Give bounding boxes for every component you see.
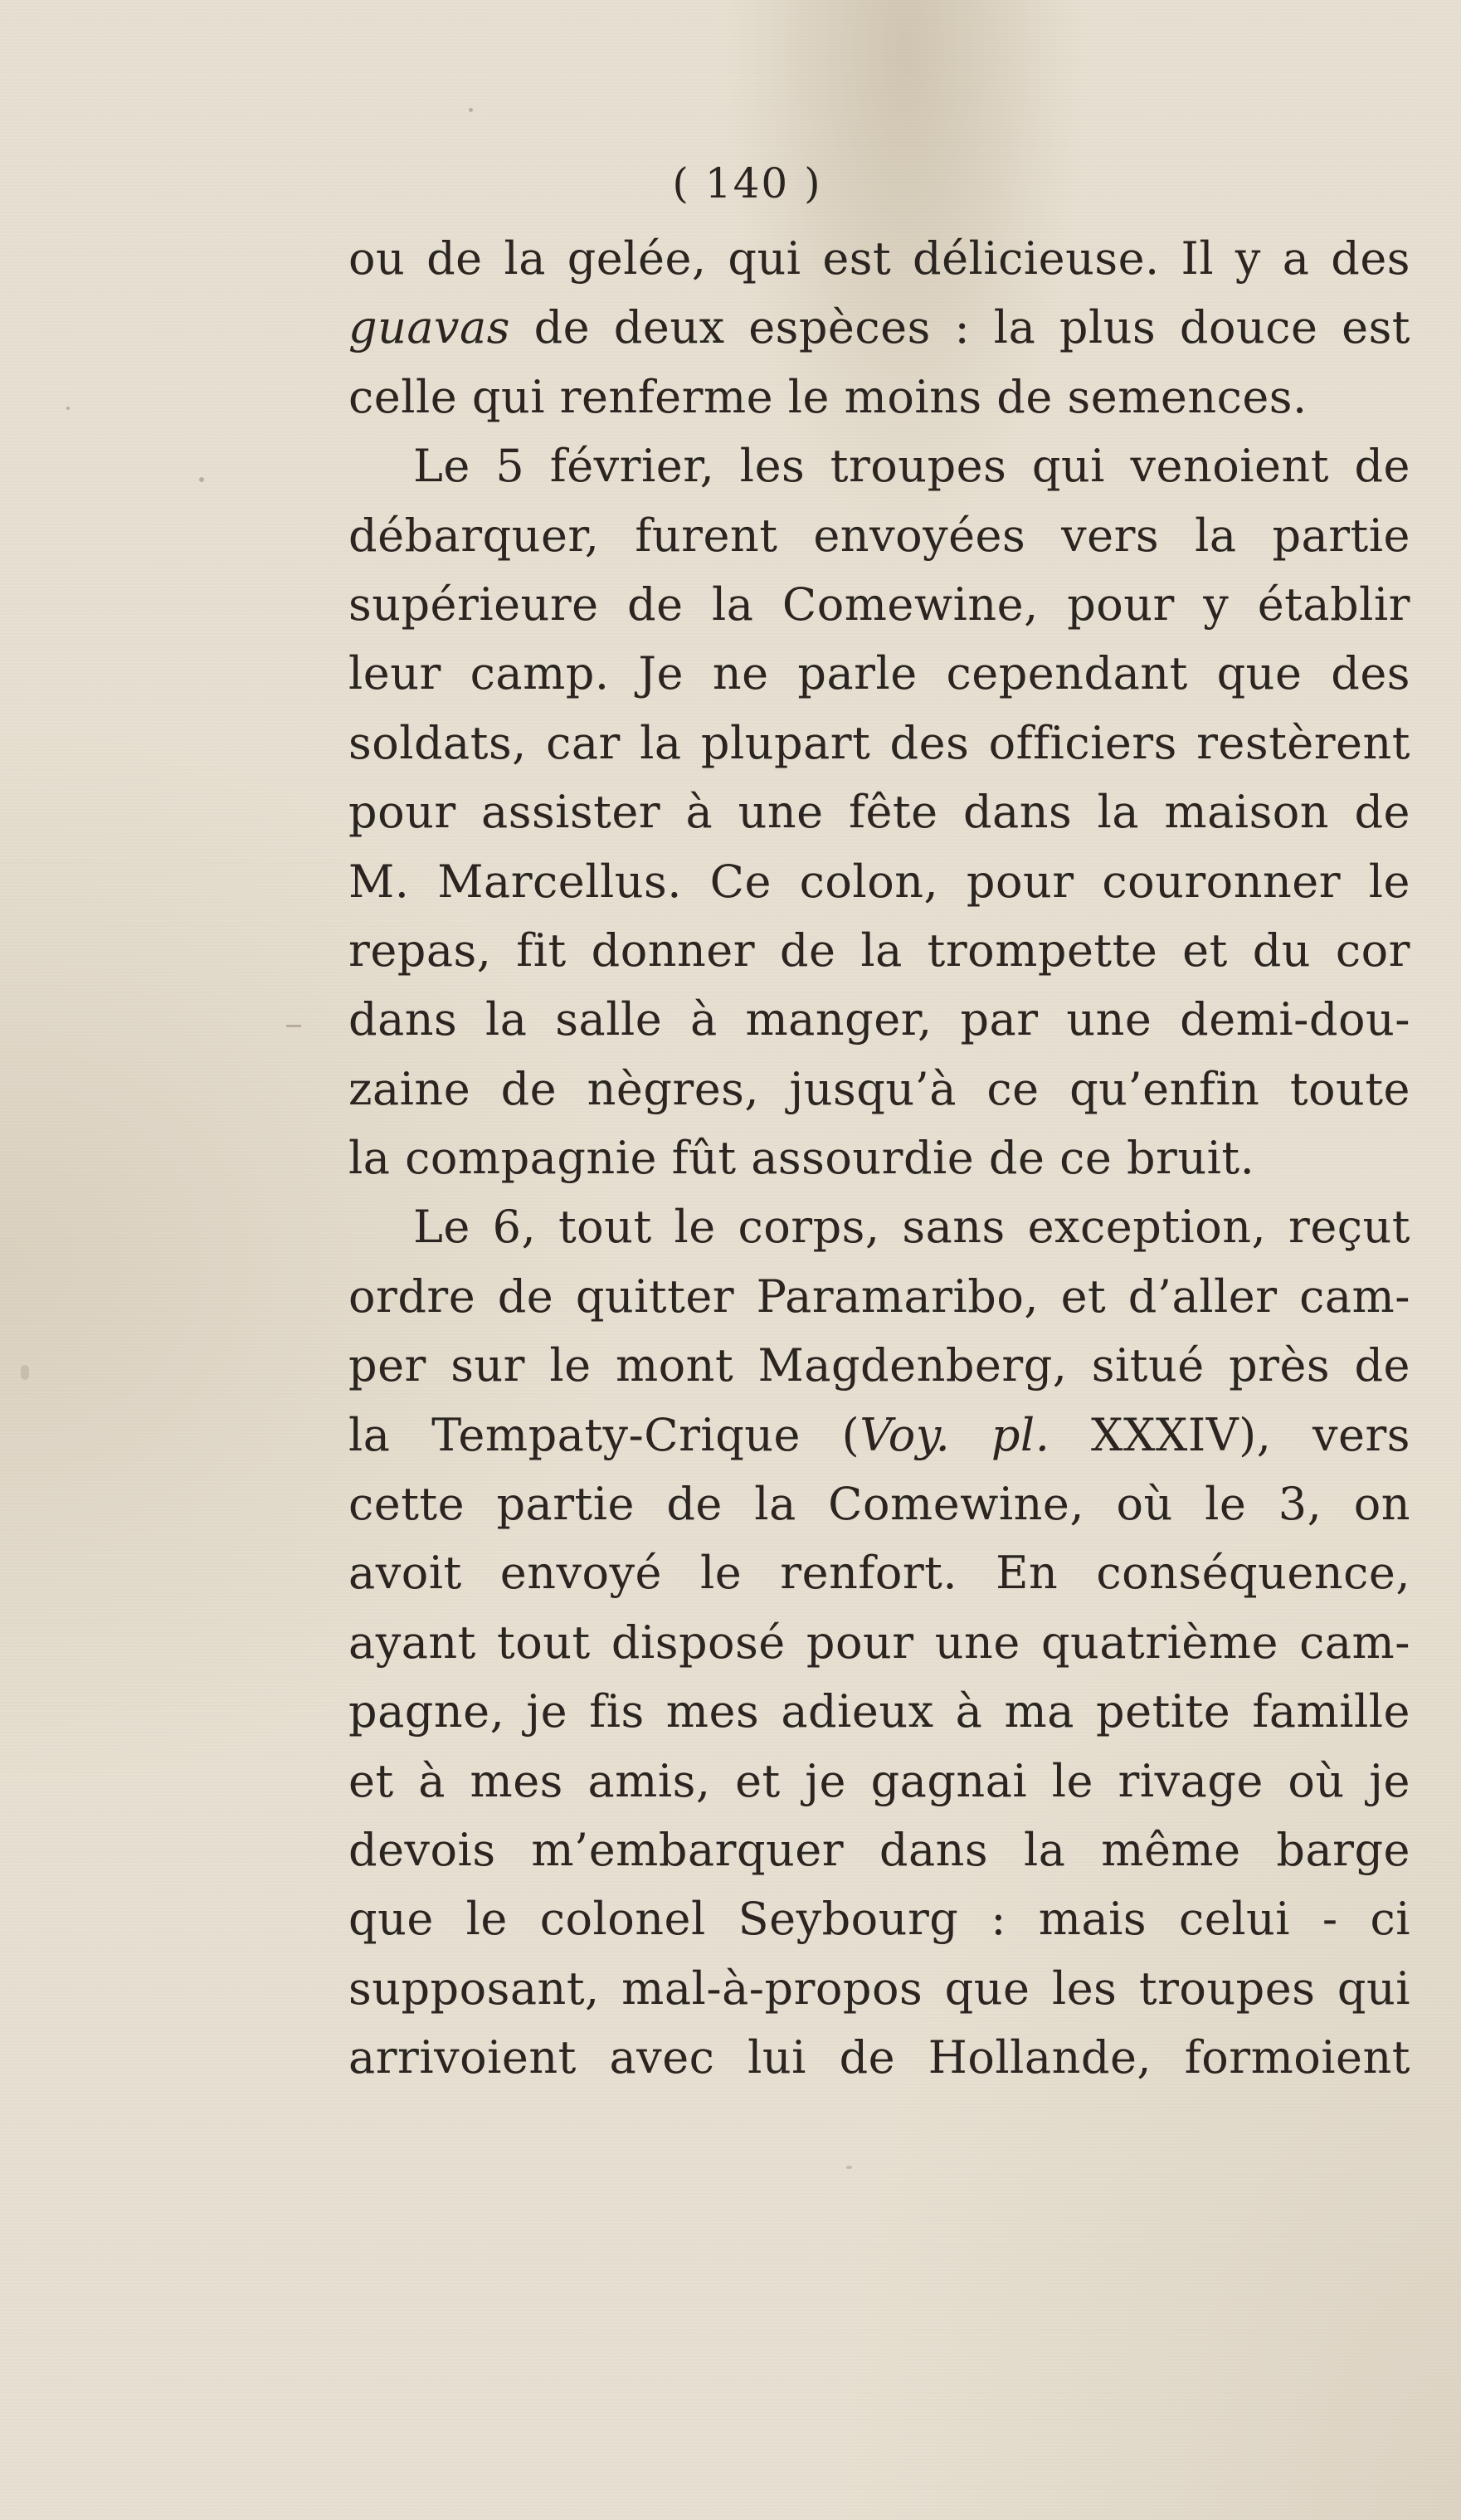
text-line: leur camp. Je ne parle cependant que des	[348, 647, 1410, 700]
paper-speck	[846, 2166, 852, 2169]
text-line: soldats, car la plupart des officiers restèrent	[348, 716, 1410, 769]
text-line: guavas de deux espèces : la plus douce est	[348, 301, 1410, 354]
paragraph-start-line: Le 5 février, les troupes qui venoient de	[413, 440, 1410, 493]
text-line: que le colonel Seybourg : mais celui - ci	[348, 1893, 1410, 1946]
text-line: repas, fit donner de la trompette et du cor	[348, 924, 1410, 977]
text-line: pagne, je fis mes adieux à ma petite famille	[348, 1685, 1410, 1738]
text-line: et à mes amis, et je gagnai le rivage où je	[348, 1754, 1410, 1807]
text-line: M. Marcellus. Ce colon, pour couronner le	[348, 855, 1410, 908]
text-line: dans la salle à manger, par une demi-dou-	[348, 993, 1410, 1046]
text-line: arrivoient avec lui de Hollande, formoient	[348, 2031, 1410, 2084]
text-line: débarquer, furent envoyées vers la partie	[348, 509, 1410, 562]
paper-speck	[286, 1025, 301, 1027]
text-line: supérieure de la Comewine, pour y établir	[348, 578, 1410, 631]
body-text	[348, 224, 1410, 2093]
text-line: ou de la gelée, qui est délicieuse. Il y a des	[348, 232, 1410, 285]
page-number: ( 140 )	[672, 159, 822, 207]
text-line: pour assister à une fête dans la maison de	[348, 786, 1410, 839]
text-line: avoit envoyé le renfort. En conséquence,	[348, 1547, 1410, 1600]
text-line: la compagnie fût assourdie de ce bruit.	[348, 1132, 1255, 1185]
text-line: celle qui renferme le moins de semences.	[348, 370, 1308, 423]
text-line: cette partie de la Comewine, où le 3, on	[348, 1478, 1410, 1531]
paragraph-start-line: Le 6, tout le corps, sans exception, reçut	[413, 1201, 1410, 1254]
paper-speck	[199, 477, 204, 482]
paper-speck	[66, 407, 70, 410]
text-line: la Tempaty-Crique (Voy. pl. XXXIV), vers	[348, 1408, 1410, 1461]
text-line: ordre de quitter Paramaribo, et d’aller cam-	[348, 1270, 1410, 1323]
text-line: supposant, mal-à-propos que les troupes qui	[348, 1962, 1410, 2015]
text-line: devois m’embarquer dans la même barge	[348, 1823, 1410, 1876]
paper-speck	[469, 108, 473, 112]
paper-speck	[21, 1365, 29, 1380]
text-line: per sur le mont Magdenberg, situé près de	[348, 1339, 1410, 1392]
text-line: zaine de nègres, jusqu’à ce qu’enfin toute	[348, 1062, 1410, 1115]
text-line: ayant tout disposé pour une quatrième cam-	[348, 1616, 1410, 1669]
